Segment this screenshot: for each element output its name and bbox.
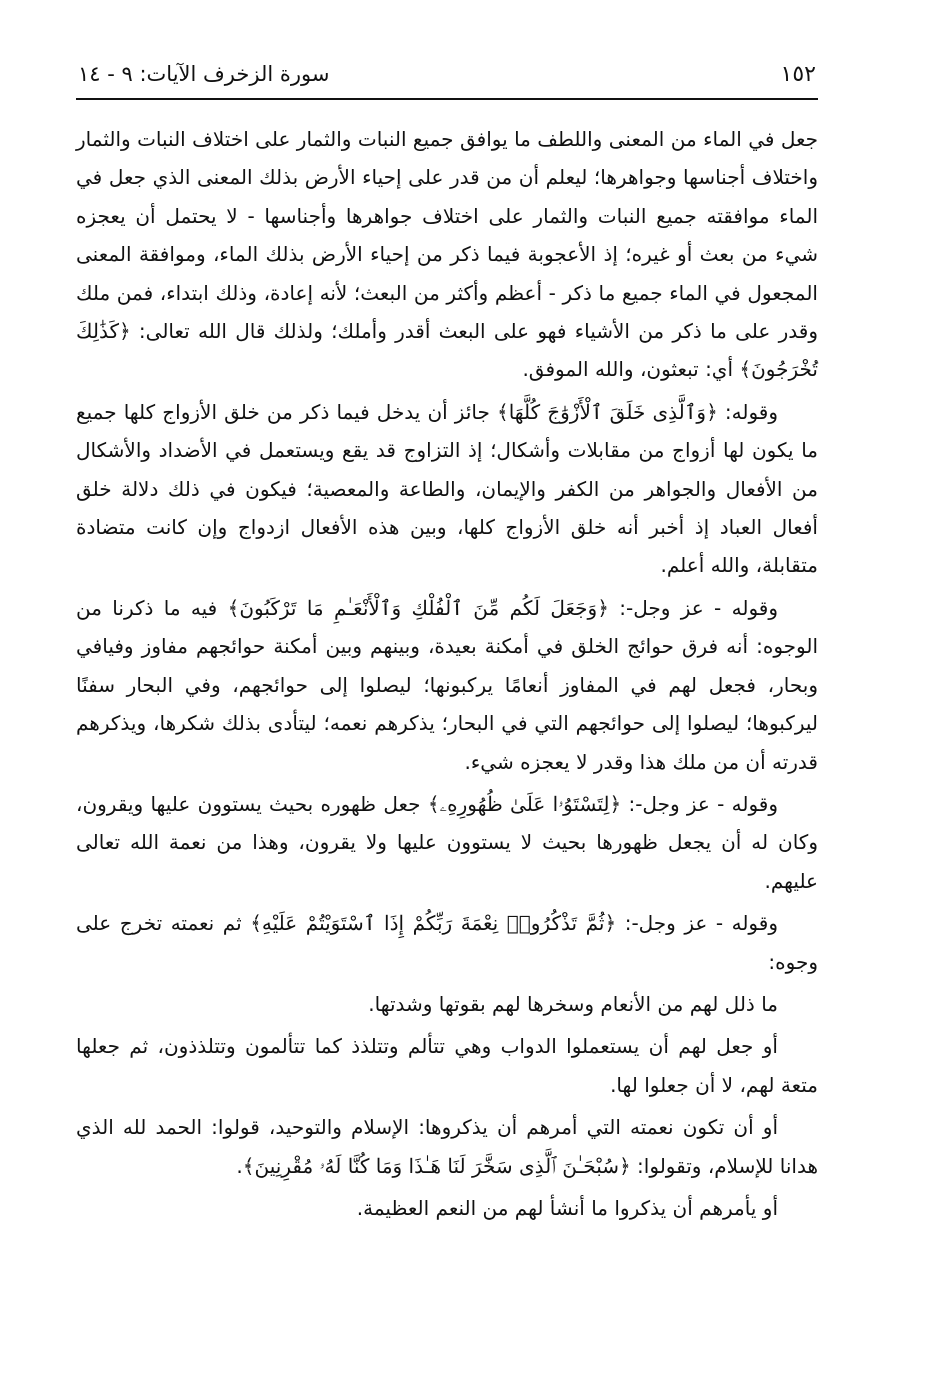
running-title: سورة الزخرف الآيات: ٩ - ١٤ [78, 62, 330, 86]
quran-verse: وَٱلَّذِى خَلَقَ ٱلْأَزْوَٰجَ كُلَّهَا [508, 399, 707, 424]
text: جعل في الماء من المعنى واللطف ما يوافق جميع النبات والثمار على اختلاف النبات والثمار واختلاف أجناسها وجواهرها؛ ليعلم أن من قدر على إحياء الأرض بذلك المعنى الذي جعل في الماء موافقته جميع النبات والثمار على اختلاف جواهرها وأجناسها - لا يحتمل أن يعجزه شيء من بعث أو غيره؛ إذ الأعجوبة فيما ذكر من إحياء الأرض بذلك الماء، وموافقة المعنى المجعول في الماء جميع ما ذكر - أعظم وأكثر من البعث؛ لأنه إعادة، وذلك ابتداء، فمن ملك وقدر على ما ذكر من الأشياء فهو على البعث أقدر وأملك؛ ولذلك قال الله تعالى: [76, 127, 818, 344]
body-text [76, 120, 818, 1231]
text: أي: تبعثون، والله الموفق. [522, 357, 740, 382]
text: أو يأمرهم أن يذكروا ما أنشأ لهم من النعم العظيمة. [356, 1195, 778, 1220]
text: . [236, 1153, 243, 1178]
open-bracket: ﴿ [706, 399, 718, 424]
paragraph-6 [76, 985, 818, 1023]
paragraph-9 [76, 1189, 818, 1227]
text: ثم نعمته تخرج على وجوه: [76, 911, 818, 974]
close-bracket: ﴾ [427, 791, 440, 816]
paragraph-1 [76, 120, 818, 389]
text: أو جعل لهم أن يستعملوا الدواب وهي تتألم وتتلذذ كما تتألمون وتتلذذون، ثم جعلها متعة لهم، لا أن جعلوا لها. [76, 1034, 818, 1097]
open-bracket: ﴿ [597, 595, 609, 620]
text: ما ذلل لهم من الأنعام وسخرها لهم بقوتها وشدتها. [368, 991, 778, 1016]
text: وقوله: [717, 399, 778, 424]
text: وقوله - عز وجل-: [621, 791, 779, 816]
text: وقوله - عز وجل-: [608, 595, 778, 620]
text: جعل ظهوره بحيث يستوون عليها ويقرون، وكان له أن يجعل ظهورها بحيث لا يستوون عليها ولا يقرون، وهذا من نعمة الله تعالى عليهم. [76, 791, 818, 893]
paragraph-5 [76, 904, 818, 981]
close-bracket: ﴾ [496, 399, 509, 424]
open-bracket: ﴿ [618, 1153, 631, 1178]
paragraph-4 [76, 785, 818, 900]
open-bracket: ﴿ [118, 319, 131, 344]
paragraph-7 [76, 1027, 818, 1104]
text: وقوله - عز وجل-: [616, 911, 778, 936]
text: جائز أن يدخل فيما ذكر من خلق الأزواج كلها جميع ما يكون لها أزواج من مقابلات وأشكال؛ إذ التزاوج قد يقع ويستعمل في الأضداد والأشكال من الأفعال والجواهر من الكفر والإيمان، والطاعة والمعصية؛ فيكون في ذلك دلالة خلق أفعال العباد إذ أخبر أنه خلق الأزواج كلها، وبين هذه الأفعال ازدواج وإن كانت متضادة متقابلة، والله أعلم. [76, 399, 818, 578]
open-bracket: ﴿ [604, 911, 617, 936]
paragraph-3 [76, 589, 818, 781]
quran-verse: كَذَٰلِكَ تُخْرَجُونَ [76, 319, 818, 382]
page-number: ١٥٢ [780, 62, 816, 87]
quran-verse: ثُمَّ تَذْكُرُوا۟ نِعْمَةَ رَبِّكُمْ إِذَا ٱسْتَوَيْتُمْ عَلَيْهِ [261, 911, 605, 936]
paragraph-2 [76, 393, 818, 585]
quran-verse: وَجَعَلَ لَكُم مِّنَ ٱلْفُلْكِ وَٱلْأَنْعَـٰمِ مَا تَرْكَبُونَ [239, 595, 598, 620]
page-header [76, 58, 818, 100]
close-bracket: ﴾ [250, 911, 262, 936]
open-bracket: ﴿ [609, 791, 622, 816]
quran-verse: لِتَسْتَوُۥا عَلَىٰ ظُهُورِهِۦ [439, 791, 610, 816]
text: أو أن تكون نعمته التي أمرهم أن يذكروها: الإسلام والتوحيد، قولوا: الحمد لله الذي هدانا للإسلام، وتقولوا: [76, 1115, 818, 1178]
close-bracket: ﴾ [739, 357, 752, 382]
paragraph-8 [76, 1108, 818, 1185]
close-bracket: ﴾ [227, 595, 240, 620]
close-bracket: ﴾ [242, 1153, 255, 1178]
text: فيه ما ذكرنا من الوجوه: أنه فرق حوائج الخلق في أمكنة بعيدة، وبينهم وبين أمكنة حوائجهم مفاوز وفيافي وبحار، فجعل لهم في المفاوز أنعامًا يركبونها؛ ليصلوا إلى حوائجهم، وفي البحار سفنًا ليركبوها؛ ليصلوا إلى حوائجهم التي في البحار؛ يذكرهم نعمه؛ ليتأدى بذلك شكرها، ويذكرهم قدرته أن من ملك هذا وقدر لا يعجزه شيء. [76, 595, 818, 774]
quran-verse: سُبْحَـٰنَ ٱلَّذِى سَخَّرَ لَنَا هَـٰذَا وَمَا كُنَّا لَهُۥ مُقْرِنِينَ [254, 1153, 619, 1178]
